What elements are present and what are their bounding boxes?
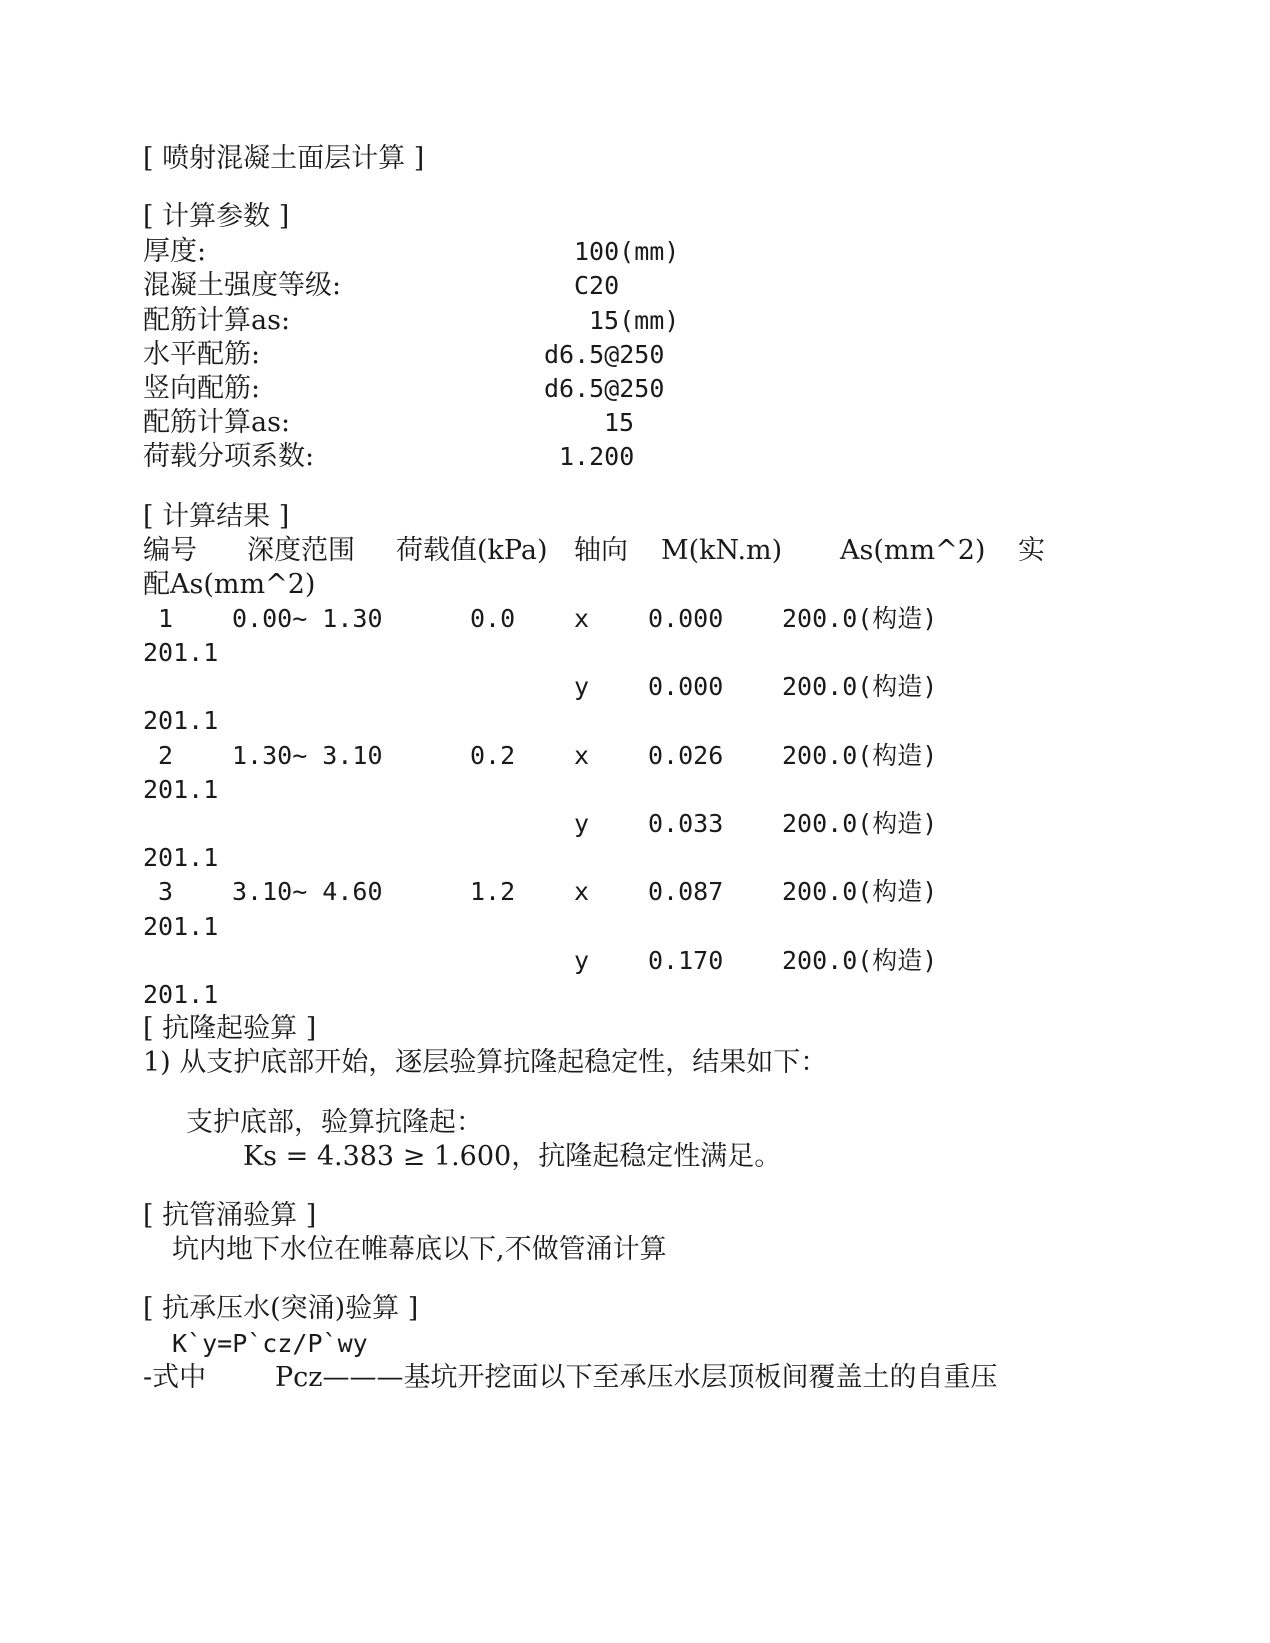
table-cell-actual: 201.1 bbox=[143, 706, 219, 735]
table-cell-moment: 0.033 bbox=[648, 809, 724, 838]
table-cell-load: 0.2 bbox=[470, 741, 516, 770]
param-label-load-factor: 荷载分项系数: bbox=[143, 441, 315, 472]
table-cell-actual: 201.1 bbox=[143, 638, 219, 667]
section-title-shotcrete: [ 喷射混凝土面层计算 ] bbox=[143, 143, 425, 174]
param-label-vertical-rebar: 竖向配筋: bbox=[143, 373, 261, 404]
table-cell-axis: y bbox=[574, 672, 590, 701]
table-header-load: 荷载值(kPa) bbox=[396, 535, 548, 566]
table-cell-load: 1.2 bbox=[470, 877, 516, 906]
param-label-as: 配筋计算as: bbox=[143, 305, 291, 336]
confined-prefix: -式中 bbox=[143, 1362, 207, 1393]
table-cell-moment: 0.170 bbox=[648, 946, 724, 975]
param-value-as-2: 15 bbox=[604, 408, 635, 437]
param-label-concrete-grade: 混凝土强度等级: bbox=[143, 270, 342, 301]
param-label-as-2: 配筋计算as: bbox=[143, 407, 291, 438]
table-cell-actual: 201.1 bbox=[143, 775, 219, 804]
confined-formula: K`y=P`cz/P`wy bbox=[172, 1329, 368, 1358]
table-cell-axis: y bbox=[574, 809, 590, 838]
table-cell-as: 200.0(构造) bbox=[782, 946, 938, 975]
table-cell-moment: 0.087 bbox=[648, 877, 724, 906]
confined-desc: Pcz———基坑开挖面以下至承压水层顶板间覆盖土的自重压 bbox=[275, 1362, 998, 1393]
param-value-vertical-rebar: d6.5@250 bbox=[544, 374, 665, 403]
table-cell-moment: 0.000 bbox=[648, 672, 724, 701]
param-value-thickness: 100(mm) bbox=[574, 237, 680, 266]
piping-line: 坑内地下水位在帷幕底以下,不做管涌计算 bbox=[172, 1234, 667, 1265]
table-cell-no: 1 bbox=[158, 604, 174, 633]
table-cell-load: 0.0 bbox=[470, 604, 516, 633]
table-cell-as: 200.0(构造) bbox=[782, 809, 938, 838]
table-header-actual-part2: 配As(mm^2) bbox=[143, 569, 316, 600]
param-value-concrete-grade: C20 bbox=[574, 271, 620, 300]
table-header-actual-part1: 实 bbox=[1018, 535, 1045, 566]
param-label-thickness: 厚度: bbox=[143, 236, 207, 267]
results-header: [ 计算结果 ] bbox=[143, 501, 290, 532]
table-cell-depth: 0.00~ 1.30 bbox=[232, 604, 383, 633]
table-cell-depth: 3.10~ 4.60 bbox=[232, 877, 383, 906]
table-cell-axis: x bbox=[574, 604, 590, 633]
params-header: [ 计算参数 ] bbox=[143, 201, 290, 232]
table-cell-no: 3 bbox=[158, 877, 174, 906]
uplift-line-1: 1) 从支护底部开始，逐层验算抗隆起稳定性，结果如下： bbox=[143, 1047, 828, 1078]
uplift-line-3: Ks = 4.383 ≥ 1.600，抗隆起稳定性满足。 bbox=[243, 1141, 782, 1172]
param-value-as: 15(mm) bbox=[589, 306, 680, 335]
param-value-load-factor: 1.200 bbox=[559, 442, 635, 471]
table-header-as: As(mm^2) bbox=[840, 535, 986, 566]
table-header-depth: 深度范围 bbox=[247, 535, 355, 566]
confined-header: [ 抗承压水(突涌)验算 ] bbox=[143, 1293, 419, 1324]
table-header-no: 编号 bbox=[143, 535, 197, 566]
table-cell-moment: 0.000 bbox=[648, 604, 724, 633]
table-header-axis: 轴向 bbox=[574, 535, 628, 566]
table-cell-actual: 201.1 bbox=[143, 912, 219, 941]
table-cell-depth: 1.30~ 3.10 bbox=[232, 741, 383, 770]
table-cell-no: 2 bbox=[158, 741, 174, 770]
table-cell-as: 200.0(构造) bbox=[782, 672, 938, 701]
table-cell-as: 200.0(构造) bbox=[782, 604, 938, 633]
table-header-moment: M(kN.m) bbox=[661, 535, 783, 566]
piping-header: [ 抗管涌验算 ] bbox=[143, 1200, 317, 1231]
table-cell-moment: 0.026 bbox=[648, 741, 724, 770]
table-cell-axis: x bbox=[574, 877, 590, 906]
param-label-horizontal-rebar: 水平配筋: bbox=[143, 339, 261, 370]
table-cell-axis: y bbox=[574, 946, 590, 975]
table-cell-axis: x bbox=[574, 741, 590, 770]
table-cell-as: 200.0(构造) bbox=[782, 877, 938, 906]
uplift-line-2: 支护底部，验算抗隆起： bbox=[186, 1107, 483, 1138]
table-cell-actual: 201.1 bbox=[143, 980, 219, 1009]
table-cell-actual: 201.1 bbox=[143, 843, 219, 872]
uplift-header: [ 抗隆起验算 ] bbox=[143, 1013, 317, 1044]
param-value-horizontal-rebar: d6.5@250 bbox=[544, 340, 665, 369]
table-cell-as: 200.0(构造) bbox=[782, 741, 938, 770]
